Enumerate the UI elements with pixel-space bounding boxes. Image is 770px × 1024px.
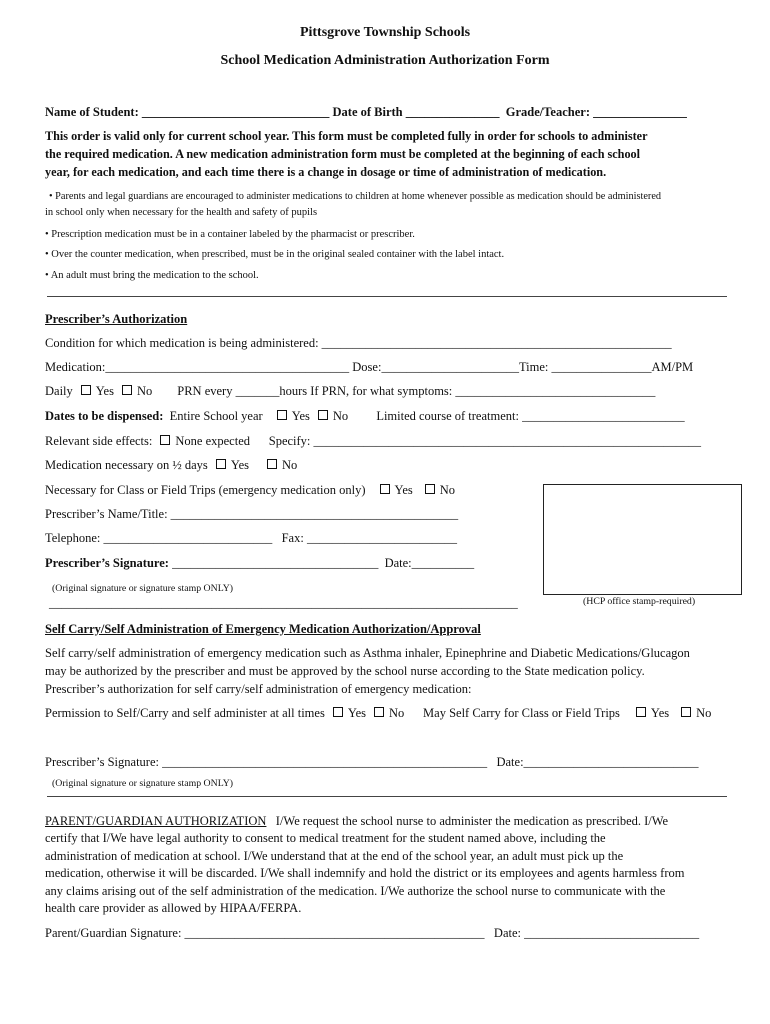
divider-2 [47,796,727,797]
field-trips-yes-label: Yes [650,706,670,720]
telephone-field[interactable]: Telephone: ___________________________ [45,531,273,545]
field-trips-yes-checkbox[interactable] [636,707,646,717]
condition-field[interactable]: Condition for which medication is being administered: ________________________________________________________ [45,336,672,350]
prescriber-date-field[interactable]: Date:__________ [384,556,475,570]
class-trips-yes-label: Yes [394,483,413,497]
dob-field[interactable]: _______________ [405,105,500,119]
hcp-stamp-box [543,484,742,595]
student-info-line [45,104,687,120]
daily-no-checkbox[interactable] [122,385,132,395]
medication-dose-time-field[interactable]: Medication:_______________________________________ Dose:______________________Time: ________________AM/PM [45,360,694,374]
entire-year-label: Entire School year [169,409,263,423]
self-carry-text-1: Self carry/self administration of emergency medication such as Asthma inhaler, Epinephrine and Diabetic Medications/Glucagon [45,646,690,660]
half-days-yes-checkbox[interactable] [216,459,226,469]
stamp-line: ___________________________________________________________________________ [49,596,518,610]
parent-text-1: I/We request the school nurse to administer the medication as prescribed. I/We [275,814,669,828]
none-expected-label: None expected [175,434,250,448]
limited-course-field[interactable]: Limited course of treatment: __________________________ [376,409,685,423]
field-trips-no-checkbox[interactable] [681,707,691,717]
student-name-field[interactable]: ______________________________ [141,105,330,119]
bullet-parents-line-2: in school only when necessary for the health and safety of pupils [45,207,318,218]
permission-yes-label: Yes [347,706,367,720]
bullet-adult: • An adult must bring the medication to the school. [45,270,259,281]
form-title: School Medication Administration Authorization Form [220,53,550,68]
none-expected-checkbox[interactable] [160,435,170,445]
class-trips-row [45,482,455,498]
entire-year-yes-label: Yes [291,409,310,423]
intro-line-3: year, for each medication, and each time there is a change in dosage or time of administration of medication. [45,165,607,179]
parent-signature-field[interactable]: Parent/Guardian Signature: ________________________________________________ [45,926,485,940]
prescriber-signature-field[interactable]: _________________________________ [172,556,379,570]
prn-field[interactable]: PRN every _______hours If PRN, for what symptoms: ________________________________ [177,384,656,398]
self-carry-signature-field[interactable]: Prescriber’s Signature: ____________________________________________________ [45,755,488,769]
bullet-otc: • Over the counter medication, when prescribed, must be in the original sealed container with the label intact. [45,249,505,260]
intro-line-2: the required medication. A new medication administration form must be completed at the beginning of each school [45,147,641,161]
parent-text-5: any claims arising out of the self administration of the medication. I/We authorize the school nurse to communicate with the [45,884,666,898]
self-carry-text-2: may be authorized by the prescriber and must be approved by the school nurse according to the State medication policy. [45,664,645,678]
field-trips-no-label: No [696,706,712,720]
parent-signature-row [45,925,699,941]
side-effects-row [45,433,701,449]
class-trips-yes-checkbox[interactable] [380,484,390,494]
field-trips-label: May Self Carry for Class or Field Trips [423,706,620,720]
intro-line-1: This order is valid only for current school year. This form must be completed fully in order for schools to administer [45,129,648,143]
entire-year-no-label: No [332,409,349,423]
parent-text-3: administration of medication at school. I/We understand that at the end of the school year, an adult must pick up the [45,849,624,863]
self-carry-heading: Self Carry/Self Administration of Emergency Medication Authorization/Approval [45,622,481,636]
half-days-no-label: No [282,458,298,472]
parent-text-2: certify that I/We have legal authority to consent to medical treatment for the student named above, including the [45,831,606,845]
self-carry-signature-row [45,754,699,770]
permission-row [45,705,711,721]
student-name-label: Name of Student: [45,105,139,119]
hcp-stamp-label: (HCP office stamp-required) [583,596,696,607]
class-trips-no-label: No [439,483,456,497]
daily-prn-row [45,383,655,399]
prescriber-signature-row [45,555,474,571]
prescriber-heading: Prescriber’s Authorization [45,312,188,326]
school-name: Pittsgrove Township Schools [299,25,471,40]
class-trips-label: Necessary for Class or Field Trips (emergency medication only) [45,483,366,497]
bullet-parents-line-1: • Parents and legal guardians are encouraged to administer medications to children at home whenever possible as medication should be administered [49,191,662,202]
self-carry-stamp-note: (Original signature or signature stamp ONLY) [52,778,234,789]
daily-yes-checkbox[interactable] [81,385,91,395]
half-days-label: Medication necessary on ½ days [45,458,208,472]
entire-year-no-checkbox[interactable] [318,410,328,420]
parent-date-field[interactable]: Date: ____________________________ [493,926,700,940]
self-carry-text-3: Prescriber’s authorization for self carry/self administration of emergency medication: [45,682,472,696]
parent-text-6: health care provider as allowed by HIPAA/FERPA. [45,901,302,915]
bullet-prescription: • Prescription medication must be in a container labeled by the pharmacist or prescriber. [45,229,415,240]
daily-yes-label: Yes [95,384,114,398]
dates-dispensed-row [45,408,685,424]
dates-dispensed-label: Dates to be dispensed: [45,409,164,423]
daily-label: Daily [45,384,73,398]
grade-label: Grade/Teacher: [505,105,590,119]
specify-field[interactable]: Specify: ______________________________________________________________ [268,434,702,448]
permission-label: Permission to Self/Carry and self administer at all times [45,706,325,720]
stamp-note: (Original signature or signature stamp ONLY) [52,583,234,594]
permission-no-checkbox[interactable] [374,707,384,717]
half-days-row [45,457,297,473]
class-trips-no-checkbox[interactable] [425,484,435,494]
permission-no-label: No [389,706,405,720]
grade-field[interactable]: _______________ [593,105,687,119]
permission-yes-checkbox[interactable] [333,707,343,717]
self-carry-date-field[interactable]: Date:____________________________ [496,755,699,769]
parent-heading: PARENT/GUARDIAN AUTHORIZATION [45,814,267,828]
daily-no-label: No [136,384,153,398]
telephone-fax-row [45,530,457,546]
prescriber-name-field[interactable]: Prescriber’s Name/Title: ______________________________________________ [45,507,459,521]
fax-field[interactable]: Fax: ________________________ [281,531,457,545]
parent-line-1 [45,813,668,829]
half-days-no-checkbox[interactable] [267,459,277,469]
divider [47,296,727,297]
prescriber-signature-label: Prescriber’s Signature: [45,556,169,570]
entire-year-yes-checkbox[interactable] [277,410,287,420]
dob-label: Date of Birth [332,105,403,119]
parent-text-4: medication, otherwise it will be discarded. I/We shall indemnify and hold the district or its employees and agents harmless from [45,866,685,880]
half-days-yes-label: Yes [230,458,250,472]
side-effects-label: Relevant side effects: [45,434,153,448]
